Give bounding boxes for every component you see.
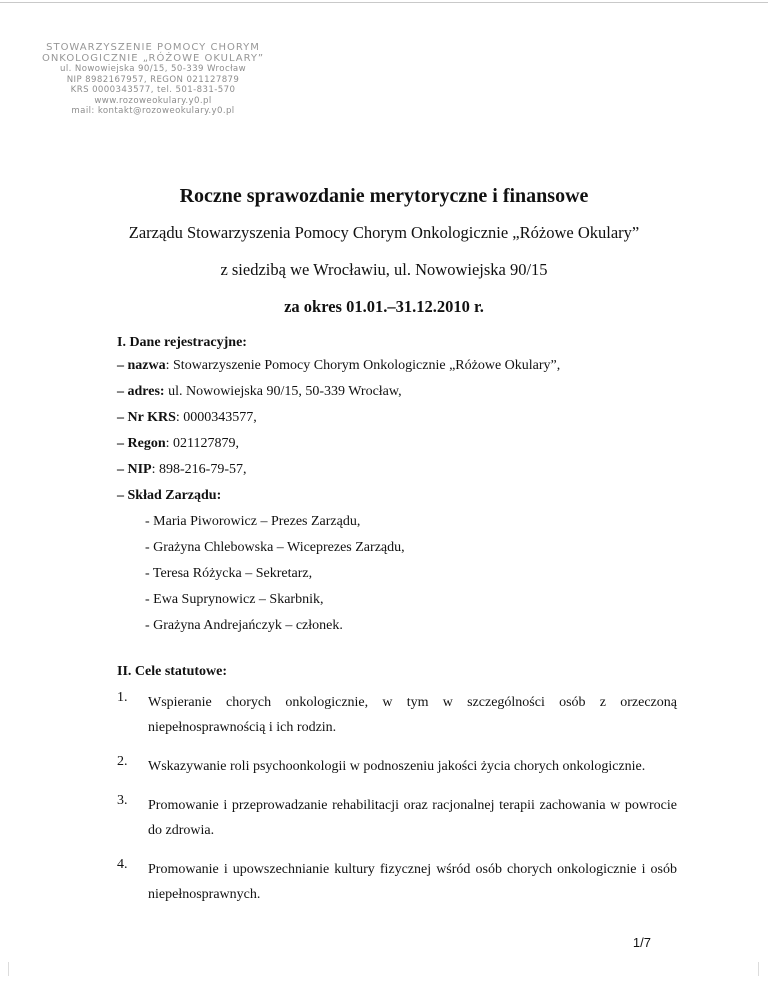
letterhead-stamp bbox=[38, 42, 268, 117]
goals-heading: II. Cele statutowe: bbox=[117, 664, 228, 679]
board-member: - Maria Piworowicz – Prezes Zarządu, bbox=[145, 514, 361, 529]
scan-edge-mark bbox=[8, 962, 9, 976]
letterhead-krs-tel: KRS 0000343577, tel. 501-831-570 bbox=[70, 85, 236, 96]
board-member: - Ewa Suprynowicz – Skarbnik, bbox=[145, 592, 324, 607]
registration-name: – nazwa: Stowarzyszenie Pomocy Chorym Onkologicznie „Różowe Okulary”, bbox=[117, 358, 561, 373]
letterhead-nip-regon: NIP 8982167957, REGON 021127879 bbox=[66, 74, 240, 85]
registration-heading: I. Dane rejestracyjne: bbox=[117, 335, 247, 350]
registration-regon: – Regon: 021127879, bbox=[117, 436, 239, 451]
goals-section bbox=[117, 662, 677, 921]
goal-number: 4. bbox=[117, 857, 128, 872]
document-period: za okres 01.01.–31.12.2010 r. bbox=[284, 297, 484, 316]
board-member: - Grażyna Andrejańczyk – członek. bbox=[145, 618, 343, 633]
goal-item bbox=[117, 754, 677, 779]
goal-item bbox=[117, 857, 677, 907]
board-heading: – Skład Zarządu: bbox=[117, 488, 222, 503]
board-member: - Teresa Różycka – Sekretarz, bbox=[145, 566, 313, 581]
goal-item bbox=[117, 793, 677, 843]
goal-text: Promowanie i upowszechnianie kultury fizycznej wśród osób chorych onkologicznie i osób niepełnosprawnych. bbox=[148, 862, 677, 902]
goal-number: 3. bbox=[117, 793, 128, 808]
scan-edge-mark bbox=[758, 962, 759, 976]
page-top-rule bbox=[0, 2, 768, 3]
letterhead-org-line1: STOWARZYSZENIE POMOCY CHORYM bbox=[46, 42, 260, 53]
registration-address: – adres: ul. Nowowiejska 90/15, 50-339 Wrocław, bbox=[117, 384, 402, 399]
goal-item bbox=[117, 690, 677, 740]
goal-text: Promowanie i przeprowadzanie rehabilitacji oraz racjonalnej terapii zachowania w powrocie do zdrowia. bbox=[148, 798, 677, 838]
goal-number: 1. bbox=[117, 690, 128, 705]
goal-number: 2. bbox=[117, 754, 128, 769]
goals-list bbox=[117, 690, 677, 907]
goal-text: Wspieranie chorych onkologicznie, w tym w szczególności osób z orzeczoną niepełnosprawnością i ich rodzin. bbox=[148, 695, 677, 735]
document-subtitle: Zarządu Stowarzyszenia Pomocy Chorym Onkologicznie „Różowe Okulary” bbox=[128, 223, 640, 242]
letterhead-org-line2: ONKOLOGICZNIE „RÓŻOWE OKULARY” bbox=[41, 53, 265, 64]
document-title: Roczne sprawozdanie merytoryczne i finansowe bbox=[179, 185, 589, 207]
document-header bbox=[0, 183, 768, 317]
registration-section bbox=[117, 333, 677, 639]
document-seat: z siedzibą we Wrocławiu, ul. Nowowiejska 90/15 bbox=[220, 260, 548, 279]
registration-nip: – NIP: 898-216-79-57, bbox=[117, 462, 247, 477]
board-member: - Grażyna Chlebowska – Wiceprezes Zarządu, bbox=[145, 540, 405, 555]
letterhead-www: www.rozoweokulary.y0.pl bbox=[94, 95, 212, 106]
registration-krs: – Nr KRS: 0000343577, bbox=[117, 410, 257, 425]
page-number: 1/7 bbox=[632, 935, 651, 950]
letterhead-address: ul. Nowowiejska 90/15, 50-339 Wrocław bbox=[59, 64, 247, 74]
letterhead-mail: mail: kontakt@rozoweokulary.y0.pl bbox=[71, 106, 235, 117]
goal-text: Wskazywanie roli psychoonkologii w podnoszeniu jakości życia chorych onkologicznie. bbox=[148, 759, 646, 774]
